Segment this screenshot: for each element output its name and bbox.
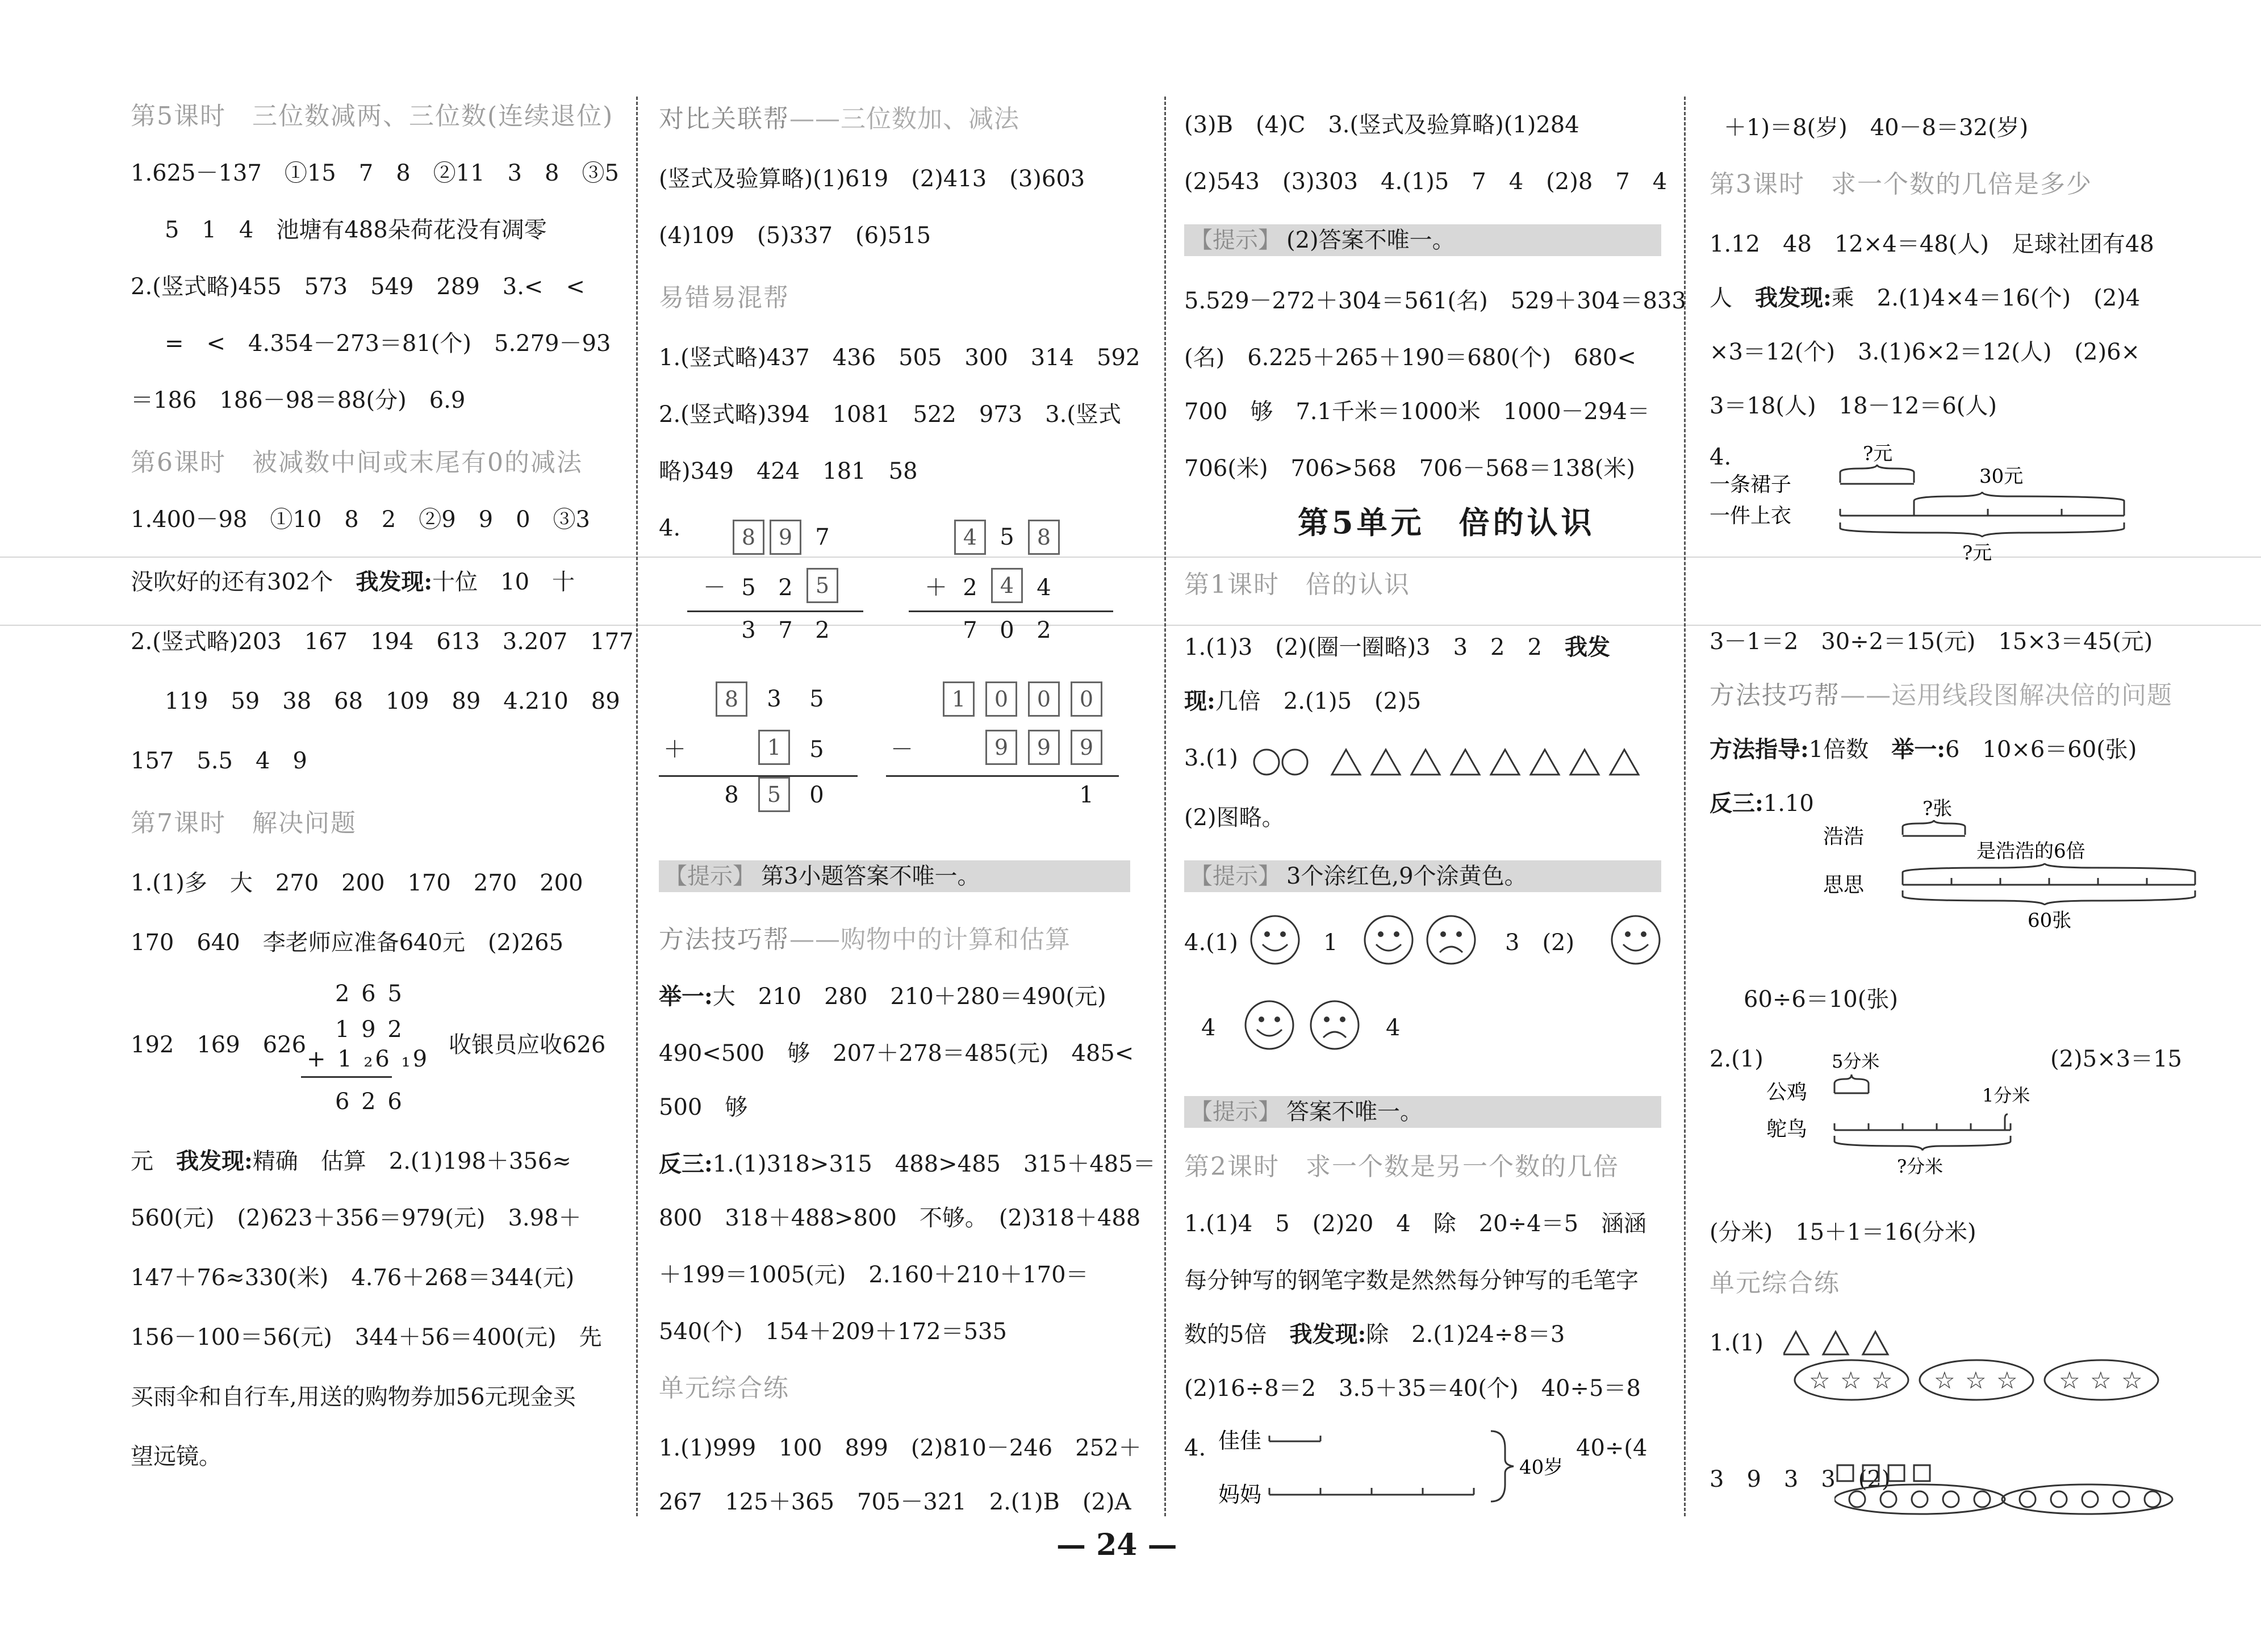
answer-line bbox=[131, 1147, 571, 1176]
answer-line: 490<500 够 207＋278＝485(元) 485< bbox=[659, 1040, 1134, 1067]
digit-box: 1 bbox=[758, 730, 790, 765]
practice-label: 反三: bbox=[659, 1151, 713, 1177]
vertical-calc-row: + 1 ₂6 ₁9 bbox=[307, 1046, 430, 1072]
section-heading bbox=[659, 105, 1019, 133]
answer-line: ＋199＝1005(元) 2.160＋210＋170＝ bbox=[659, 1262, 1089, 1288]
page-number: — 24 — bbox=[1056, 1528, 1177, 1562]
smiley-face-icon bbox=[1247, 911, 1303, 968]
triangle-icon bbox=[1823, 1332, 1848, 1354]
star-icon: ☆ bbox=[1965, 1366, 1987, 1394]
triangle-icon bbox=[1570, 750, 1599, 775]
digit-box: 0 bbox=[1028, 681, 1060, 717]
answer-line: 每分钟写的钢笔字数是然然每分钟写的毛笔字 bbox=[1184, 1268, 1639, 1294]
answer-text: 6 10×6＝60(张) bbox=[1945, 737, 2137, 763]
hint-label: 【提示】 bbox=[664, 863, 755, 889]
smiley-face-icon bbox=[1241, 997, 1298, 1053]
smiley-face-icon bbox=[1360, 911, 1417, 968]
star-icon: ☆ bbox=[1934, 1366, 1955, 1394]
answer-text: 没吹好的还有302个 bbox=[131, 569, 333, 595]
operator: － bbox=[891, 737, 913, 763]
answer-text: 几倍 2.(1)5 (2)5 bbox=[1215, 688, 1422, 714]
answer-line: 2.(竖式略)394 1081 522 973 3.(竖式 bbox=[659, 402, 1121, 428]
smiley-face-icon bbox=[1607, 911, 1664, 968]
triangle-icon bbox=[1863, 1332, 1888, 1354]
lesson-heading: 第2课时 求一个数是另一个数的几倍 bbox=[1184, 1152, 1619, 1181]
answer-line: (2)图略。 bbox=[1184, 805, 1285, 831]
diagram-label: 佳佳 bbox=[1218, 1428, 1262, 1453]
answer-line: 60÷6＝10(张) bbox=[1744, 986, 1898, 1013]
answer-text: 人 bbox=[1710, 285, 1755, 311]
answer-line: 1.12 48 12×4＝48(人) 足球社团有48 bbox=[1710, 231, 2154, 257]
answer-line: 1.625－137 ①15 7 8 ②11 3 8 ③5 bbox=[131, 160, 619, 186]
digit: 5 bbox=[1000, 524, 1014, 550]
digit: 0 bbox=[809, 782, 824, 808]
digit: 5 bbox=[809, 737, 824, 763]
operator: ＋ bbox=[663, 737, 686, 763]
digit-box: 5 bbox=[758, 777, 790, 812]
discovery-label: 现: bbox=[1184, 688, 1215, 714]
answer-column-3 bbox=[1184, 85, 1686, 1521]
hint-text: (2)答案不唯一。 bbox=[1286, 227, 1455, 253]
answer-line bbox=[131, 568, 575, 596]
hint-label: 【提示】 bbox=[1190, 227, 1281, 253]
triangle-icon bbox=[1783, 1332, 1808, 1354]
digit: 2 bbox=[815, 617, 830, 643]
line-segment-diagram bbox=[1823, 795, 2209, 943]
answer-line: 119 59 38 68 109 89 4.210 89 bbox=[165, 688, 620, 714]
answer-line: 1.(1)999 100 899 (2)810－246 252＋ bbox=[659, 1435, 1142, 1461]
diagram-label: 是浩浩的6倍 bbox=[1976, 840, 2086, 863]
answer-line bbox=[659, 982, 1106, 1011]
answer-line: 3 9 3 3 (2) bbox=[1710, 1466, 1891, 1492]
hint-text: 答案不唯一。 bbox=[1286, 1099, 1423, 1125]
diagram-label: 公鸡 bbox=[1766, 1081, 1808, 1104]
digit: 7 bbox=[778, 617, 793, 643]
digit-puzzle-3 bbox=[659, 681, 875, 806]
answer-line: 1.(竖式略)437 436 505 300 314 592 bbox=[659, 345, 1140, 371]
digit-box: 9 bbox=[1071, 730, 1102, 765]
answer-line: 4.(1) bbox=[1184, 930, 1238, 956]
answer-line: 560(元) (2)623＋356＝979(元) 3.98＋ bbox=[131, 1205, 582, 1231]
answer-line bbox=[1184, 1320, 1565, 1349]
diagram-label: 浩浩 bbox=[1823, 825, 1865, 848]
answer-column-2 bbox=[659, 85, 1156, 1521]
line-segment-diagram bbox=[1218, 1420, 1587, 1511]
digit: 0 bbox=[1000, 617, 1014, 643]
answer-text: 大 210 280 210＋280＝490(元) bbox=[712, 984, 1106, 1010]
triangle-icon bbox=[1332, 750, 1360, 775]
digit: 2 bbox=[778, 575, 793, 601]
answer-line: 1.(1) bbox=[1710, 1330, 1763, 1356]
digit: 4 bbox=[1037, 575, 1051, 601]
triangle-icon bbox=[1411, 750, 1440, 775]
answer-line: 4. bbox=[1184, 1435, 1206, 1461]
answer-line: 5.529－272＋304＝561(名) 529＋304＝833 bbox=[1184, 288, 1686, 314]
calc-rule bbox=[886, 775, 1119, 777]
answer-line: 170 640 李老师应准备640元 (2)265 bbox=[131, 930, 564, 956]
hint-text: 3个涂红色,9个涂黄色。 bbox=[1286, 863, 1527, 889]
answer-line: (3)B (4)C 3.(竖式及验算略)(1)284 bbox=[1184, 112, 1579, 138]
hint-label: 【提示】 bbox=[1190, 863, 1281, 889]
star-icon: ☆ bbox=[2090, 1366, 2112, 1394]
triangle-icon bbox=[1610, 750, 1639, 775]
section-subtitle: ——三位数加、减法 bbox=[789, 104, 1019, 133]
answer-text: 1倍数 bbox=[1808, 737, 1892, 763]
digit-box: 5 bbox=[806, 568, 838, 603]
answer-line: 4. bbox=[659, 515, 681, 541]
star-icon: ☆ bbox=[1871, 1366, 1893, 1394]
answer-line: (分米) 15＋1＝16(分米) bbox=[1710, 1219, 1976, 1245]
answer-line: 500 够 bbox=[659, 1094, 748, 1120]
hint-box bbox=[1184, 1096, 1661, 1128]
digit: 2 bbox=[963, 575, 977, 601]
answer-text: 除 2.(1)24÷8＝3 bbox=[1366, 1321, 1565, 1348]
section-heading bbox=[1710, 681, 2172, 710]
triangle-icon bbox=[1451, 750, 1480, 775]
calc-rule bbox=[909, 610, 1113, 612]
answer-line: 540(个) 154＋209＋172＝535 bbox=[659, 1319, 1007, 1345]
diagram-label: ?元 bbox=[1962, 542, 1992, 564]
diagram-label: 一条裙子 bbox=[1710, 473, 1792, 496]
star-icon: ☆ bbox=[2121, 1366, 2143, 1394]
answer-line: 买雨伞和自行车,用送的购物券加56元现金买 bbox=[131, 1384, 576, 1410]
diagram-label: 思思 bbox=[1823, 873, 1865, 897]
answer-line: 3－1＝2 30÷2＝15(元) 15×3＝45(元) bbox=[1710, 629, 2153, 655]
answer-line: 2.(1) bbox=[1710, 1046, 1763, 1072]
section-heading bbox=[659, 926, 1071, 954]
diagram-label: 1分米 bbox=[1982, 1085, 2030, 1106]
answer-line: 略)349 424 181 58 bbox=[659, 458, 918, 484]
diagram-label: 妈妈 bbox=[1218, 1482, 1262, 1507]
vertical-calc-row: 6 2 6 bbox=[335, 1089, 404, 1115]
answer-line bbox=[1710, 735, 2137, 764]
answer-line: = < 4.354－273＝81(个) 5.279－93 bbox=[165, 331, 611, 357]
section-heading: 单元综合练 bbox=[1710, 1269, 1840, 1298]
answer-text: 3 (2) bbox=[1505, 930, 1575, 956]
practice-label: 反三: bbox=[1710, 790, 1763, 817]
digit: 3 bbox=[741, 617, 756, 643]
digit-box: 9 bbox=[770, 520, 801, 555]
answer-line: 147＋76≈330(米) 4.76＋268＝344(元) bbox=[131, 1265, 575, 1291]
answer-line: (名) 6.225＋265＋190＝680(个) 680< bbox=[1184, 345, 1636, 371]
answer-line: 156－100＝56(元) 344＋56＝400(元) 先 bbox=[131, 1324, 602, 1350]
unit-title: 第5单元 倍的认识 bbox=[1298, 504, 1595, 541]
answer-line: 700 够 7.1千米＝1000米 1000－294＝ bbox=[1184, 399, 1650, 425]
triangle-icon bbox=[1372, 750, 1400, 775]
answer-text: 精确 估算 2.(1)198＋356≈ bbox=[252, 1148, 571, 1174]
lesson-heading: 第1课时 倍的认识 bbox=[1184, 570, 1410, 599]
square-icon bbox=[1863, 1465, 1879, 1481]
hint-box bbox=[1184, 860, 1661, 892]
vertical-calc-row: 2 6 5 bbox=[335, 981, 404, 1007]
diagram-label: 5分米 bbox=[1832, 1051, 1880, 1072]
hint-text: 第3小题答案不唯一。 bbox=[761, 863, 980, 889]
answer-text: 数的5倍 bbox=[1184, 1321, 1290, 1348]
hint-label: 【提示】 bbox=[1190, 1099, 1281, 1125]
answer-text: 40÷(4 bbox=[1576, 1435, 1648, 1461]
answer-line: 3.(1) bbox=[1184, 745, 1238, 771]
square-icon bbox=[1914, 1465, 1930, 1481]
digit-box: 9 bbox=[985, 730, 1017, 765]
lesson-heading: 第5课时 三位数减两、三位数(连续退位) bbox=[131, 102, 614, 131]
digit: 7 bbox=[815, 524, 830, 550]
answer-line: 800 318＋488>800 不够。 (2)318＋488 bbox=[659, 1205, 1141, 1231]
answer-line: 267 125＋365 705－321 2.(1)B (2)A bbox=[659, 1489, 1131, 1515]
diagram-label: 一件上衣 bbox=[1710, 504, 1792, 528]
answer-line: (2)16÷8＝2 3.5＋35＝40(个) 40÷5＝8 bbox=[1184, 1375, 1641, 1402]
digit: 1 bbox=[1079, 782, 1094, 808]
answer-line bbox=[659, 1150, 1156, 1178]
answer-line: 4. bbox=[1710, 444, 1732, 470]
star-icon: ☆ bbox=[1996, 1366, 2018, 1394]
lesson-heading: 第6课时 被减数中间或末尾有0的减法 bbox=[131, 448, 583, 477]
answer-line: (2)5×3＝15 bbox=[2050, 1046, 2182, 1072]
answer-line: 1.(1)多 大 270 200 170 270 200 bbox=[131, 870, 583, 896]
digit-box: 0 bbox=[1071, 681, 1102, 717]
digit-box: 1 bbox=[943, 681, 975, 717]
operator: ＋ bbox=[925, 575, 947, 601]
digit-box: 8 bbox=[716, 681, 747, 717]
example-label: 举一: bbox=[1891, 736, 1945, 763]
sad-face-icon bbox=[1423, 911, 1480, 968]
shapes-row bbox=[1252, 745, 1667, 779]
digit-box: 4 bbox=[991, 568, 1023, 603]
vertical-calc-row: 1 9 2 bbox=[335, 1017, 404, 1043]
triangle-icon bbox=[1531, 750, 1559, 775]
answer-line: (2)543 (3)303 4.(1)5 7 4 (2)8 7 4 bbox=[1184, 169, 1667, 195]
digit: 8 bbox=[724, 782, 739, 808]
group-oval bbox=[2002, 1484, 2172, 1514]
answer-text: 1.(1)3 (2)(圈一圈略)3 3 2 2 bbox=[1184, 634, 1565, 660]
line-segment-diagram bbox=[1710, 437, 2175, 608]
answer-text: 1 bbox=[1323, 930, 1338, 956]
section-subtitle: ——购物中的计算和估算 bbox=[789, 925, 1071, 954]
circle-icon bbox=[1282, 750, 1307, 775]
digit: 5 bbox=[741, 575, 756, 601]
square-icon bbox=[1837, 1465, 1853, 1481]
answer-line: 2.(竖式略)455 573 549 289 3.< < bbox=[131, 274, 585, 300]
digit: 2 bbox=[1037, 617, 1051, 643]
diagram-label: ?张 bbox=[1923, 797, 1953, 820]
diagram-label: 30元 bbox=[1979, 465, 2024, 488]
answer-line: 收银员应收626 bbox=[449, 1032, 606, 1058]
calc-rule bbox=[687, 610, 863, 612]
answer-line: 5 1 4 池塘有488朵荷花没有凋零 bbox=[165, 217, 547, 243]
answer-line: (竖式及验算略)(1)619 (2)413 (3)603 bbox=[659, 166, 1085, 192]
triangle-icon bbox=[1491, 750, 1519, 775]
column-divider bbox=[1164, 97, 1166, 1516]
star-icon: ☆ bbox=[1840, 1366, 1862, 1394]
answer-text: 4 bbox=[1386, 1015, 1401, 1041]
answer-line: 706(米) 706>568 706－568＝138(米) bbox=[1184, 455, 1636, 482]
answer-line bbox=[1184, 687, 1421, 716]
digit-box: 0 bbox=[985, 681, 1017, 717]
lesson-heading: 第3课时 求一个数的几倍是多少 bbox=[1710, 170, 2092, 199]
answer-line: ＝186 186－98＝88(分) 6.9 bbox=[131, 387, 466, 413]
answer-text: 4 bbox=[1201, 1015, 1216, 1041]
answer-line: 1.(1)4 5 (2)20 4 除 20÷4＝5 涵涵 bbox=[1184, 1211, 1647, 1237]
digit-box: 8 bbox=[733, 520, 764, 555]
lesson-heading: 第7课时 解决问题 bbox=[131, 809, 357, 838]
circle-icon bbox=[1254, 750, 1279, 775]
sad-face-icon bbox=[1306, 997, 1363, 1053]
answer-text: 元 bbox=[131, 1148, 153, 1174]
shapes-group-diagram bbox=[1783, 1329, 2226, 1403]
answer-line: ×3＝12(个) 3.(1)6×2＝12(人) (2)6× bbox=[1710, 339, 2141, 365]
answer-line: 2.(竖式略)203 167 194 613 3.207 177 bbox=[131, 629, 634, 655]
diagram-label: ?元 bbox=[1863, 442, 1893, 465]
discovery-label: 我发现: bbox=[176, 1148, 253, 1174]
digit-box: 4 bbox=[954, 520, 986, 555]
shapes-group-diagram bbox=[1834, 1459, 2187, 1516]
answer-line bbox=[1710, 284, 2140, 312]
answer-line: 192 169 626 bbox=[131, 1032, 307, 1058]
star-icon: ☆ bbox=[1809, 1366, 1830, 1394]
digit-puzzle-2 bbox=[909, 520, 1090, 643]
section-title: 方法技巧帮 bbox=[659, 925, 789, 954]
answer-line bbox=[1710, 789, 1814, 818]
hint-box bbox=[659, 860, 1130, 892]
operator: － bbox=[703, 575, 726, 601]
digit-box: 8 bbox=[1028, 520, 1060, 555]
section-title: 对比关联帮 bbox=[659, 104, 789, 133]
group-oval bbox=[1834, 1484, 2005, 1514]
section-subtitle: ——运用线段图解决倍的问题 bbox=[1840, 681, 2172, 710]
star-icon: ☆ bbox=[2059, 1366, 2080, 1394]
square-icon bbox=[1888, 1465, 1904, 1481]
discovery-label: 我发现: bbox=[1289, 1321, 1366, 1348]
digit: 7 bbox=[963, 617, 977, 643]
example-label: 举一: bbox=[659, 983, 713, 1010]
section-heading: 易错易混帮 bbox=[659, 283, 789, 312]
answer-column-1 bbox=[131, 85, 634, 1521]
column-divider bbox=[636, 97, 638, 1516]
answer-line: 3＝18(人) 18－12＝6(人) bbox=[1710, 393, 1997, 419]
answer-line: ＋1)＝8(岁) 40－8＝32(岁) bbox=[1724, 115, 2029, 141]
diagram-label: 鸵鸟 bbox=[1766, 1118, 1808, 1141]
discovery-label: 我发 bbox=[1564, 634, 1610, 660]
answer-line: 1.400－98 ①10 8 2 ②9 9 0 ③3 bbox=[131, 507, 591, 533]
digit-box: 9 bbox=[1028, 730, 1060, 765]
section-heading: 单元综合练 bbox=[659, 1374, 789, 1403]
discovery-label: 我发现: bbox=[1755, 285, 1832, 311]
hint-box bbox=[1184, 224, 1661, 256]
diagram-label: 40岁 bbox=[1519, 1456, 1564, 1479]
discovery-label: 我发现: bbox=[356, 568, 433, 595]
method-label: 方法指导: bbox=[1710, 736, 1809, 763]
digit: 5 bbox=[809, 686, 824, 712]
digit-puzzle-4 bbox=[886, 681, 1136, 806]
calc-rule bbox=[301, 1076, 392, 1078]
digit-puzzle-1 bbox=[687, 520, 858, 643]
answer-line: 157 5.5 4 9 bbox=[131, 748, 307, 774]
section-title: 方法技巧帮 bbox=[1710, 681, 1840, 710]
line-segment-diagram bbox=[1766, 1045, 2050, 1187]
answer-text: 乘 2.(1)4×4＝16(个) (2)4 bbox=[1831, 285, 2141, 311]
digit: 3 bbox=[767, 686, 781, 712]
answer-column-4 bbox=[1710, 85, 2221, 1521]
answer-line: 望远镜。 bbox=[131, 1444, 221, 1470]
answer-text: 1.(1)318>315 488>485 315＋485＝ bbox=[712, 1151, 1156, 1177]
diagram-label: 60张 bbox=[2028, 909, 2072, 932]
answer-text: 1.10 bbox=[1763, 791, 1814, 817]
diagram-label: ?分米 bbox=[1897, 1156, 1944, 1177]
answer-line: (4)109 (5)337 (6)515 bbox=[659, 223, 931, 249]
answer-text: 十位 10 十 bbox=[432, 569, 575, 595]
answer-line bbox=[1184, 633, 1610, 662]
